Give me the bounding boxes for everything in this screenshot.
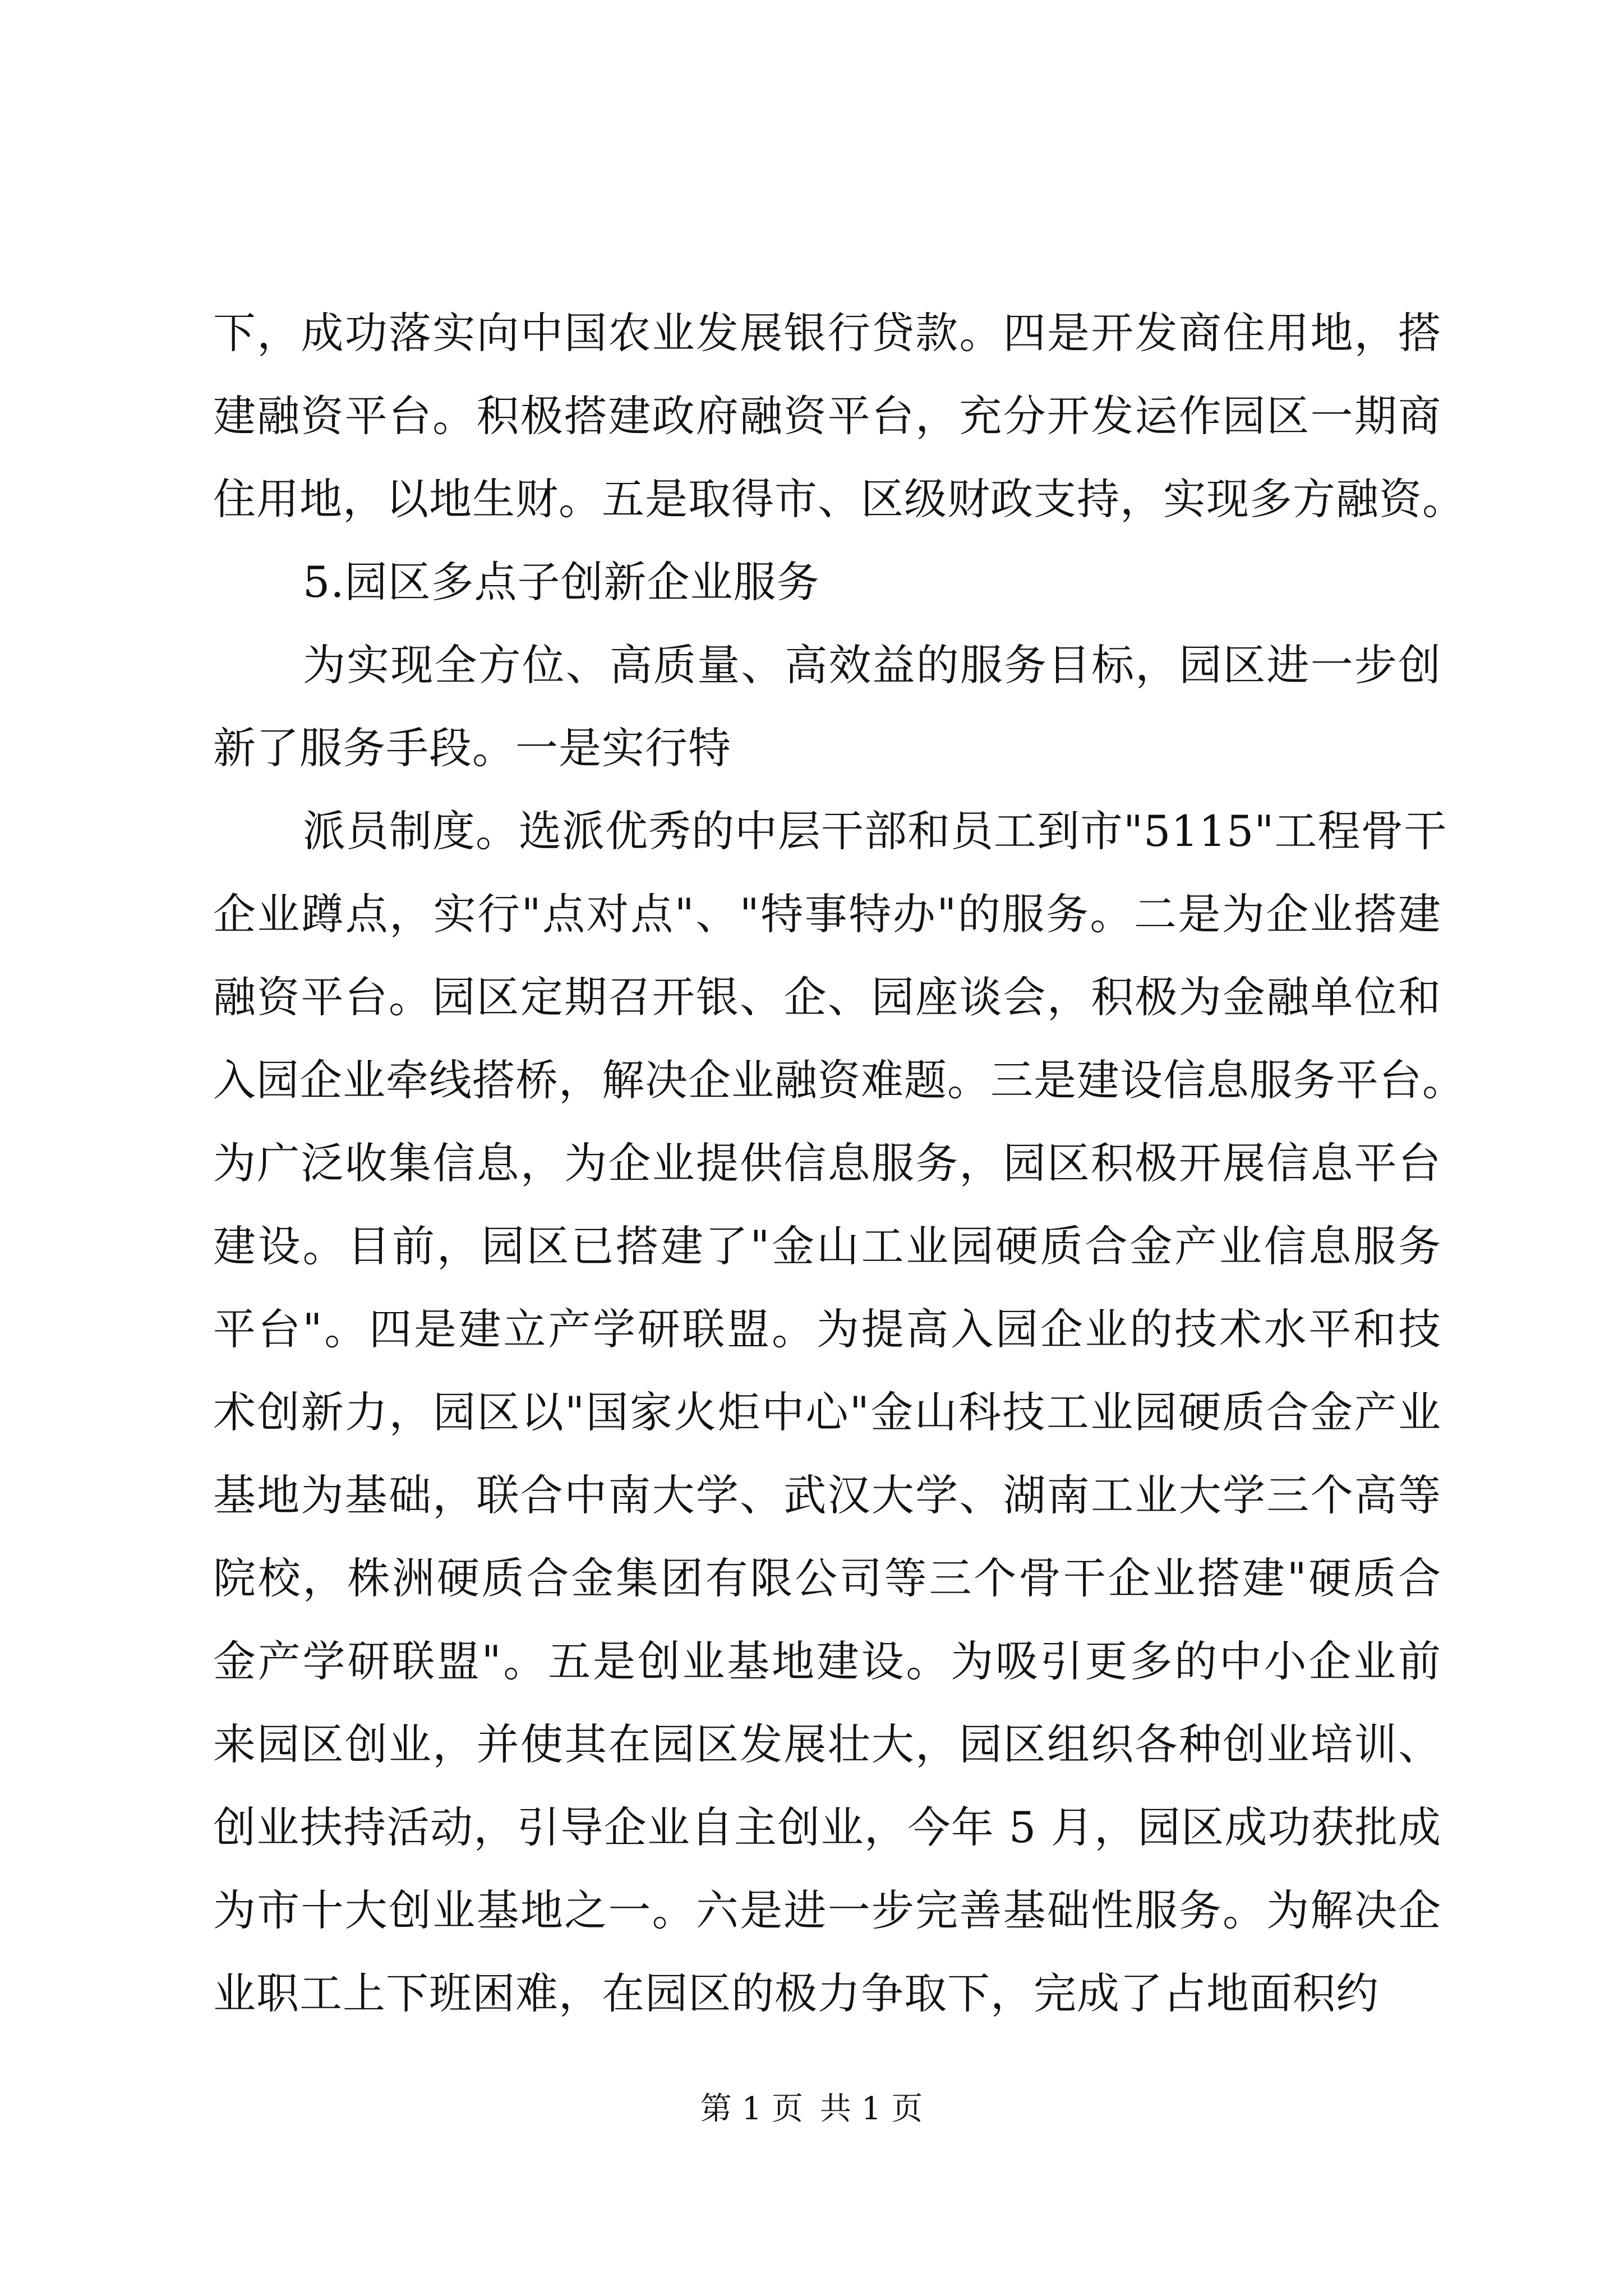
- text-line: 企业蹲点，实行"点对点"、"特事特办"的服务。二是为企业搭建: [213, 889, 1441, 939]
- text-line: 住用地，以地生财。五是取得市、区级财政支持，实现多方融资。: [213, 474, 1465, 524]
- document-body: [213, 292, 1465, 2035]
- text-line: 术创新力，园区以"国家火炬中心"金山科技工业园硬质合金产业: [213, 1387, 1441, 1437]
- text-line: 来园区创业，并使其在园区发展壮大，园区组织各种创业培训、: [213, 1719, 1441, 1769]
- page-footer: [0, 2087, 1623, 2132]
- page-number: 第 1 页: [700, 2091, 803, 2127]
- text-line: 派员制度。选派优秀的中层干部和员工到市"5115"工程骨干: [303, 806, 1447, 856]
- text-line: 院校，株洲硬质合金集团有限公司等三个骨干企业搭建"硬质合: [213, 1553, 1441, 1603]
- text-line: 融资平台。园区定期召开银、企、园座谈会，积极为金融单位和: [213, 972, 1441, 1022]
- text-line: 下，成功落实向中国农业发展银行贷款。四是开发商住用地，搭: [213, 308, 1441, 358]
- page-total: 共 1 页: [820, 2091, 923, 2127]
- text-line: 为实现全方位、高质量、高效益的服务目标，园区进一步创: [303, 640, 1441, 690]
- section-heading: 5.园区多点子创新企业服务: [303, 557, 820, 607]
- text-line: 基地为基础，联合中南大学、武汉大学、湖南工业大学三个高等: [213, 1470, 1441, 1520]
- text-line: 为广泛收集信息，为企业提供信息服务，园区积极开展信息平台: [213, 1138, 1441, 1188]
- text-line: 业职工上下班困难，在园区的极力争取下，完成了占地面积约: [213, 1968, 1379, 2018]
- text-line: 为市十大创业基地之一。六是进一步完善基础性服务。为解决企: [213, 1885, 1441, 1935]
- text-line: 平台"。四是建立产学研联盟。为提高入园企业的技术水平和技: [213, 1304, 1441, 1354]
- text-line: 金产学研联盟"。五是创业基地建设。为吸引更多的中小企业前: [213, 1636, 1441, 1686]
- text-line: 新了服务手段。一是实行特: [213, 723, 731, 773]
- text-line: 入园企业牵线搭桥，解决企业融资难题。三是建设信息服务平台。: [213, 1055, 1465, 1105]
- text-line: 创业扶持活动，引导企业自主创业，今年 5 月，园区成功获批成: [213, 1802, 1441, 1852]
- text-line: 建融资平台。积极搭建政府融资平台，充分开发运作园区一期商: [213, 391, 1441, 441]
- text-line: 建设。目前，园区已搭建了"金山工业园硬质合金产业信息服务: [213, 1221, 1441, 1271]
